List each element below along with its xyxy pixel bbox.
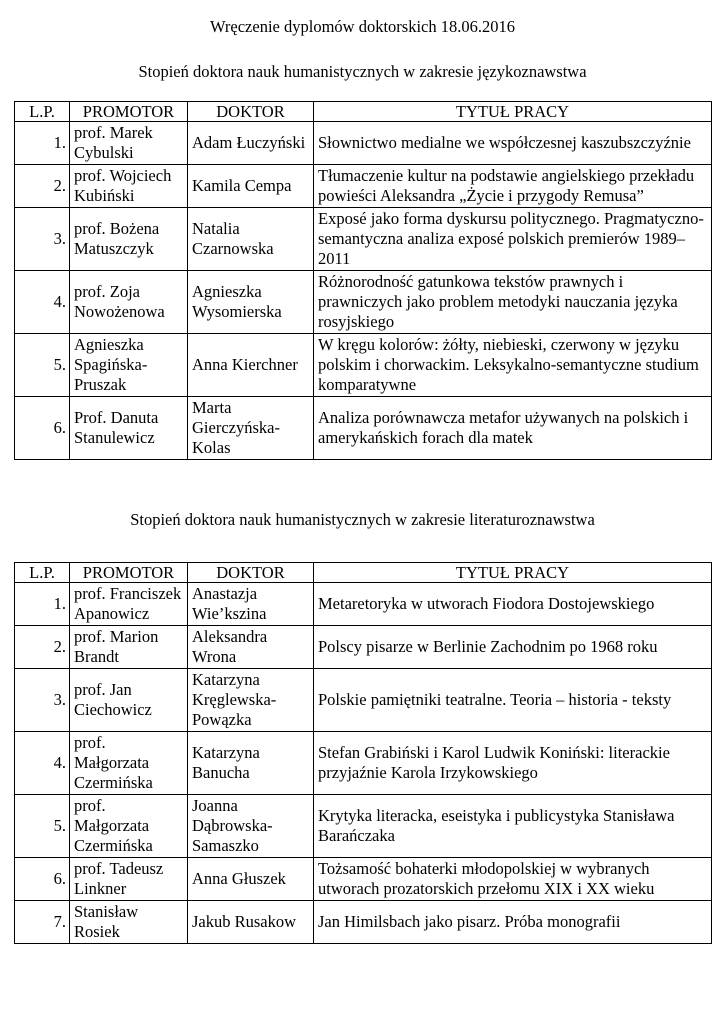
cell-promotor: prof. Tadeusz Linkner	[70, 858, 188, 901]
table-row	[15, 165, 712, 208]
cell-lp: 5.	[15, 795, 70, 858]
header-lp: L.P.	[15, 102, 70, 122]
cell-tytul: Polscy pisarze w Berlinie Zachodnim po 1968 roku	[314, 626, 712, 669]
cell-doktor: Natalia Czarnowska	[188, 208, 314, 271]
table-row	[15, 626, 712, 669]
cell-doktor: Anna Głuszek	[188, 858, 314, 901]
linguistics-table	[14, 101, 712, 460]
table-header-row	[15, 563, 712, 583]
cell-promotor: prof. Małgorzata Czermińska	[70, 732, 188, 795]
cell-lp: 1.	[15, 122, 70, 165]
cell-promotor: Agnieszka Spagińska-Pruszak	[70, 334, 188, 397]
cell-tytul: W kręgu kolorów: żółty, niebieski, czerwony w języku polskim i chorwackim. Leksykalno-semantyczne studium komparatywne	[314, 334, 712, 397]
cell-lp: 6.	[15, 397, 70, 460]
header-promotor: PROMOTOR	[70, 563, 188, 583]
section-heading-literature: Stopień doktora nauk humanistycznych w zakresie literaturoznawstwa	[130, 510, 595, 529]
cell-doktor: Katarzyna Kręglewska-Powązka	[188, 669, 314, 732]
table-row	[15, 271, 712, 334]
header-lp: L.P.	[15, 563, 70, 583]
document-title: Wręczenie dyplomów doktorskich 18.06.2016	[210, 17, 515, 36]
cell-promotor: Stanisław Rosiek	[70, 901, 188, 944]
cell-lp: 2.	[15, 165, 70, 208]
table-row	[15, 208, 712, 271]
cell-promotor: prof. Marek Cybulski	[70, 122, 188, 165]
cell-tytul: Różnorodność gatunkowa tekstów prawnych i prawniczych jako problem metodyki nauczania języka rosyjskiego	[314, 271, 712, 334]
cell-tytul: Metaretoryka w utworach Fiodora Dostojewskiego	[314, 583, 712, 626]
table-row	[15, 732, 712, 795]
cell-promotor: prof. Marion Brandt	[70, 626, 188, 669]
table-row	[15, 122, 712, 165]
cell-tytul: Analiza porównawcza metafor używanych na polskich i amerykańskich forach dla matek	[314, 397, 712, 460]
header-doktor: DOKTOR	[188, 563, 314, 583]
section-heading-linguistics: Stopień doktora nauk humanistycznych w zakresie językoznawstwa	[138, 62, 587, 81]
cell-lp: 3.	[15, 669, 70, 732]
cell-promotor: prof. Franciszek Apanowicz	[70, 583, 188, 626]
table-row	[15, 334, 712, 397]
cell-promotor: prof. Jan Ciechowicz	[70, 669, 188, 732]
cell-doktor: Agnieszka Wysomierska	[188, 271, 314, 334]
cell-doktor: Adam Łuczyński	[188, 122, 314, 165]
cell-promotor: prof. Małgorzata Czermińska	[70, 795, 188, 858]
cell-tytul: Tłumaczenie kultur na podstawie angielskiego przekładu powieści Aleksandra „Życie i przygody Remusa”	[314, 165, 712, 208]
header-doktor: DOKTOR	[188, 102, 314, 122]
cell-doktor: Katarzyna Banucha	[188, 732, 314, 795]
cell-lp: 1.	[15, 583, 70, 626]
header-tytul: TYTUŁ PRACY	[314, 102, 712, 122]
cell-promotor: Prof. Danuta Stanulewicz	[70, 397, 188, 460]
cell-doktor: Jakub Rusakow	[188, 901, 314, 944]
table-row	[15, 858, 712, 901]
cell-lp: 7.	[15, 901, 70, 944]
table-header-row	[15, 102, 712, 122]
cell-tytul: Tożsamość bohaterki młodopolskiej w wybranych utworach prozatorskich przełomu XIX i XX wieku	[314, 858, 712, 901]
table-row	[15, 901, 712, 944]
cell-tytul: Słownictwo medialne we współczesnej kaszubszczyźnie	[314, 122, 712, 165]
table-row	[15, 397, 712, 460]
cell-doktor: Aleksandra Wrona	[188, 626, 314, 669]
cell-promotor: prof. Wojciech Kubiński	[70, 165, 188, 208]
cell-tytul: Krytyka literacka, eseistyka i publicystyka Stanisława Barańczaka	[314, 795, 712, 858]
cell-lp: 4.	[15, 732, 70, 795]
cell-lp: 3.	[15, 208, 70, 271]
cell-tytul: Stefan Grabiński i Karol Ludwik Koniński: literackie przyjaźnie Karola Irzykowskiego	[314, 732, 712, 795]
literature-table	[14, 562, 712, 944]
cell-doktor: Joanna Dąbrowska-Samaszko	[188, 795, 314, 858]
cell-lp: 5.	[15, 334, 70, 397]
cell-doktor: Marta Gierczyńska-Kolas	[188, 397, 314, 460]
table-row	[15, 795, 712, 858]
header-tytul: TYTUŁ PRACY	[314, 563, 712, 583]
cell-tytul: Polskie pamiętniki teatralne. Teoria – historia - teksty	[314, 669, 712, 732]
cell-doktor: Anna Kierchner	[188, 334, 314, 397]
cell-tytul: Jan Himilsbach jako pisarz. Próba monografii	[314, 901, 712, 944]
header-promotor: PROMOTOR	[70, 102, 188, 122]
cell-doktor: Kamila Cempa	[188, 165, 314, 208]
cell-doktor: Anastazja Wie’kszina	[188, 583, 314, 626]
cell-lp: 6.	[15, 858, 70, 901]
table-row	[15, 583, 712, 626]
cell-lp: 2.	[15, 626, 70, 669]
cell-lp: 4.	[15, 271, 70, 334]
cell-tytul: Exposé jako forma dyskursu politycznego. Pragmatyczno-semantyczna analiza exposé polskich premierów 1989–2011	[314, 208, 712, 271]
cell-promotor: prof. Zoja Nowożenowa	[70, 271, 188, 334]
cell-promotor: prof. Bożena Matuszczyk	[70, 208, 188, 271]
table-row	[15, 669, 712, 732]
